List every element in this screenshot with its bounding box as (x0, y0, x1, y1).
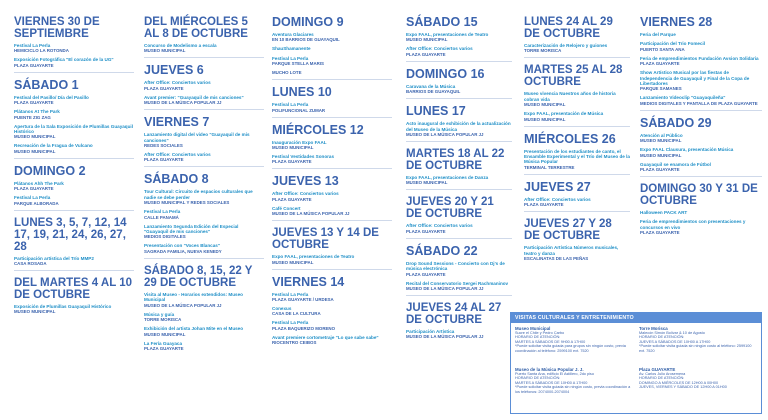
event-title: Apertura de la Sala Exposición de Plumillas Guayaquil Histórico (14, 123, 133, 135)
event-date-heading: DOMINGO 9 (272, 15, 344, 29)
venue-detail-line: *Puede solicitar visita guiada sin ningún costo al teléfono: 2599100 ext. 7520 (639, 344, 752, 353)
event-title: Festival La Perla (272, 55, 309, 61)
event-title: Atención al Público (640, 132, 683, 138)
event-item (406, 223, 512, 233)
event-place: MUSEO MUNICIPAL (640, 138, 682, 144)
section-divider (406, 189, 512, 190)
section-divider (14, 72, 134, 73)
cultural-visits-info-box (510, 312, 762, 414)
event-date-heading: JUEVES 13 (272, 174, 339, 189)
section-divider (640, 176, 762, 177)
event-place: MUSEO MUNICIPAL (144, 331, 186, 337)
event-place: MUSEO DE LA MÚSICA POPULAR JJ (406, 286, 484, 292)
event-place: PLAZA GUAYARTE (524, 202, 564, 208)
event-title: After Office: Conciertos varios (272, 191, 339, 197)
event-item (14, 195, 134, 205)
event-item (14, 124, 134, 140)
event-title: Avant premiere cortometraje "Lo que sabe sabe" (272, 334, 379, 340)
event-item (524, 197, 630, 207)
event-title: Participación artística del Trío MMP2 (14, 255, 94, 261)
event-item (14, 109, 134, 119)
venue-detail-line: JUEVES, VIERNES Y SÁBADO DE 12H00 A 01H00 (639, 385, 727, 390)
event-item (272, 191, 392, 201)
event-place: MUSEO DE LA MÚSICA POPULAR JJ (144, 100, 222, 106)
section-divider (144, 109, 264, 110)
event-title: Exhibición del artista Johan Mite en el Museo (144, 326, 244, 332)
event-item (14, 43, 134, 53)
event-place: MUSEO MUNICIPAL (524, 116, 566, 122)
event-place: PARQUE ALBORADA (14, 200, 59, 206)
event-place: PLAZA GUAYARTE (14, 100, 54, 106)
event-place: MUSEO DE LA MÚSICA POPULAR JJ (406, 334, 484, 340)
venue-detail-line: HORARIO DE ATENCIÓN: (639, 376, 685, 381)
event-place: MUSEO MUNICIPAL Y REDES SOCIALES (144, 200, 230, 206)
event-item (272, 140, 392, 150)
event-place: PLAZA GUAYARTE (406, 228, 446, 234)
event-title: Festival La Perla (272, 102, 309, 108)
section-divider (640, 110, 762, 111)
event-place: MEDIOS DIGITALES (144, 234, 186, 240)
event-date-heading: SÁBADO 1 (14, 77, 79, 92)
event-date-heading: VIERNES 30 DE SEPTIEMBRE (14, 16, 100, 40)
event-date-heading: DOMINGO 30 Y 31 DE OCTUBRE (640, 183, 758, 208)
event-title: Museo vivencia Nuestros años de historia cobran vida (524, 91, 616, 102)
event-item (144, 292, 264, 308)
event-title: Tour Cultural: Circuito de espacios culturales que nadie se debe perder (144, 189, 253, 200)
event-title: Festival La Perla (14, 43, 51, 48)
event-item (640, 41, 762, 51)
section-divider (272, 79, 392, 80)
event-place: MUSEO MUNICIPAL (272, 259, 314, 265)
venue-detail-line: *Puede solicitar visita guiada sin ningún costo, previa coordinación a los teléfonos: 2074000-2074004 (515, 385, 631, 394)
venue-detail-line: DOMINGO A MIÉRCOLES DE 12H00 A 00H00 (639, 380, 719, 385)
event-place: MUSEO MUNICIPAL (14, 309, 56, 315)
column-1 (14, 10, 134, 318)
event-title: Expo FAAL, presentaciones de Teatro (272, 254, 355, 260)
event-place: MUSEO MUNICIPAL (272, 145, 314, 151)
event-item (14, 256, 134, 266)
info-grid (511, 323, 761, 411)
event-title: Guayaquil se enamora de Fútbol (640, 161, 711, 167)
section-divider (272, 168, 392, 169)
event-place: PLAZA GUAYARTE (406, 271, 446, 277)
event-item (524, 149, 630, 170)
event-title: After Office: Conciertos varios (144, 80, 211, 86)
event-item (144, 152, 264, 162)
section-divider (14, 158, 134, 159)
event-item (272, 254, 392, 264)
info-museo-municipal (515, 326, 633, 353)
event-date-heading: LUNES 17 (406, 104, 466, 119)
section-divider (144, 57, 264, 58)
event-place: PLAZA GUAYARTE (640, 61, 680, 67)
event-title: Caracterización de Relojero y guiones (524, 43, 608, 48)
event-title: After Office: Conciertos varios (144, 152, 211, 158)
event-title: Festival del Pasillo/ Día del Pasillo (14, 94, 89, 100)
event-date-heading: VIERNES 28 (640, 15, 713, 29)
event-item (144, 189, 264, 205)
event-place: PLAZA GUAYARTE / URDESA (272, 297, 334, 303)
event-item (640, 32, 762, 37)
event-item (272, 320, 392, 330)
event-title: Feria de emprendimientos con presentaciones y concursos en vivo (640, 219, 746, 230)
event-title: Expo FAAL Clausura, presentación Música (640, 147, 734, 153)
event-title: Inauguración Expo FAAL (272, 139, 327, 145)
section-divider (272, 220, 392, 221)
column-6 (640, 10, 762, 239)
event-item (144, 43, 264, 53)
event-place: PLAZA GUAYARTE (272, 196, 312, 202)
section-divider (406, 141, 512, 142)
event-item (406, 175, 512, 185)
event-place: PLAZA GUAYARTE (144, 157, 184, 163)
event-place: PLAZA GUAYARTE (14, 62, 54, 68)
event-title: Participación Artística (406, 329, 455, 335)
section-divider (144, 258, 264, 259)
event-title: Plátanos Ahh The Park (14, 180, 64, 186)
venue-detail-line: Av. Carlos Julio Arosemena (639, 372, 686, 376)
column-5 (524, 10, 630, 265)
event-item (524, 43, 630, 53)
event-title: Festival La Perla (272, 291, 309, 297)
event-place: PARQUE STELLA MARIS (272, 61, 324, 67)
event-title: Café Concert (272, 205, 301, 211)
event-date-heading: MIÉRCOLES 12 (272, 122, 364, 137)
event-place: MUSEO MUNICIPAL (406, 180, 448, 186)
event-item (144, 95, 264, 105)
event-place: PLAZA GUAYARTE (272, 159, 312, 165)
event-item (272, 154, 392, 164)
venue-name: Torre Morisca (639, 326, 668, 331)
event-date-heading: SÁBADO 8 (144, 172, 209, 187)
venue-detail-line: Malecón Simón Bolívar & 10 de Agosto (639, 331, 705, 335)
event-title: Música y guía (144, 311, 175, 317)
event-title: Halloween PACK ART (640, 210, 688, 216)
event-place: PUENTE ZIG ZAG (14, 114, 51, 120)
venue-detail-line: MARTES A SÁBADOS DE 9H00 A 17H00 (515, 339, 586, 344)
event-place: RIOCENTRO CEIBOS (272, 340, 317, 346)
section-divider (406, 238, 512, 239)
event-place: MEDIOS DIGITALES Y PANTALLA DE PLAZA GUAYARTE (640, 100, 758, 106)
event-title: Feria del Parque (640, 32, 676, 37)
event-title: Expo FAAL, presentaciones de Teatro (406, 32, 489, 37)
event-place: TERMINAL TERRESTRE (524, 164, 575, 170)
event-item (406, 121, 512, 137)
event-place: TORRE MORISCA (524, 48, 562, 54)
event-title: Recreación de la Fragua de Vulcano (14, 143, 93, 149)
event-date-heading: JUEVES 20 Y 21 DE OCTUBRE (406, 196, 494, 221)
event-title: Concurso de Modelismo a escala (144, 43, 217, 48)
venue-detail-line: HORARIO DE ATENCIÓN: (515, 335, 561, 340)
venue-detail-line: HORARIO DE ATENCIÓN: (639, 335, 685, 340)
event-title: After Office: Conciertos varios (406, 223, 473, 229)
event-item (144, 80, 264, 90)
event-title: Presentación de los estudiantes de canto, el Ensamble Experimental y el Trío del Museo de la Música Popular (524, 148, 630, 165)
event-place: PLAZA GUAYARTE (406, 51, 446, 57)
event-title: Lanzamiento Videoclip "Guayaquileña" (640, 95, 726, 101)
event-place: MUSEO MUNICIPAL (14, 134, 56, 140)
section-divider (406, 98, 512, 99)
event-item (406, 84, 512, 94)
event-date-heading: JUEVES 24 AL 27 DE OCTUBRE (406, 302, 502, 327)
event-title: Presentación con "Voces Blancas" (144, 243, 221, 249)
event-title: Caravana de la Música (406, 83, 456, 89)
event-place: TORRE MORISCA (144, 317, 182, 323)
event-item (640, 95, 762, 105)
event-place: ESCALINATAS DE LAS PEÑAS (524, 256, 589, 262)
event-item (406, 281, 512, 291)
event-place: PLAZA GUAYARTE (14, 186, 54, 192)
event-place: MUSEO MUNICIPAL (524, 102, 566, 108)
event-item (524, 91, 630, 107)
info-box-title: VISITAS CULTURALES Y ENTRETENIMIENTO (511, 313, 761, 323)
event-item (640, 133, 762, 143)
event-place: MUSEO DE LA MÚSICA POPULAR JJ (406, 132, 484, 138)
event-title: Avant premier: "Guayaquil de mis canciones" (144, 94, 244, 100)
section-divider (524, 174, 630, 175)
column-2 (144, 10, 264, 355)
venue-name: Museo Municipal (515, 326, 551, 331)
section-divider (272, 269, 392, 270)
event-item (144, 243, 264, 253)
event-title: Festival La Perla (144, 209, 181, 215)
event-date-heading: DEL MIÉRCOLES 5 AL 8 DE OCTUBRE (144, 16, 248, 40)
event-date-heading: JUEVES 6 (144, 63, 204, 78)
event-title: After Office: Conciertos varios (524, 196, 591, 202)
venue-detail-line: *Puede solicitar visita guiada para grupos sin ningún costo, previa coordinación al teléfono: 2599100 ext. 7520 (515, 344, 626, 353)
event-item (524, 245, 630, 261)
event-item (406, 261, 512, 277)
venue-name: Plaza GUAYARTE (639, 367, 676, 372)
event-date-heading: VIERNES 7 (144, 115, 210, 130)
event-item (14, 181, 134, 191)
event-place: PLAZA GUAYARTE (144, 85, 184, 91)
event-place: EN 10 BARRIOS DE GUAYAQUIL (272, 37, 340, 43)
event-item (14, 304, 134, 314)
column-3 (272, 10, 392, 349)
event-item (144, 326, 264, 336)
event-item (144, 224, 264, 240)
event-place: CASA ROSADA (14, 261, 47, 267)
venue-detail-line: Puerto Santa Ana, edificio El Astillero, 2do piso (515, 372, 594, 376)
event-item (272, 56, 392, 66)
event-date-heading: MARTES 25 AL 28 OCTUBRE (524, 64, 623, 89)
event-item (272, 306, 392, 316)
event-place: PARQUE SAMANES (640, 86, 682, 92)
event-title: Festival La Perla (14, 195, 51, 201)
event-place: MUSEO DE LA MÚSICA POPULAR JJ (144, 302, 222, 308)
venue-detail-line: HORARIO DE ATENCIÓN: (515, 376, 561, 381)
event-title: Aventura Glaciares (272, 32, 314, 37)
event-date-heading: LUNES 24 AL 29 DE OCTUBRE (524, 16, 613, 40)
event-item (272, 102, 392, 112)
event-date-heading: DOMINGO 16 (406, 66, 485, 81)
event-title: ShauShamanente (272, 46, 311, 52)
event-item (272, 292, 392, 302)
event-item (524, 111, 630, 121)
info-museo-musica (515, 367, 633, 394)
event-item (144, 312, 264, 322)
event-place: BARRIOS DE GUAYAQUIL (406, 89, 461, 95)
event-title: Acto inaugural de exhibición de la actualización del Museo de la Música (406, 121, 511, 132)
event-place: MUSEO MUNICIPAL (406, 37, 448, 43)
venue-detail-line: MARTES A SÁBADOS DE 10H00 A 17H00 (515, 380, 588, 385)
event-item (406, 329, 512, 339)
section-divider (14, 210, 134, 211)
event-title: Expo FAAL, presentaciones de Danza (406, 175, 489, 181)
event-place: MUSEO DE LA MÚSICA POPULAR JJ (272, 211, 350, 217)
event-place: MUSEO MUNICIPAL (144, 48, 186, 54)
event-date-heading: JUEVES 27 Y 28 DE OCTUBRE (524, 218, 612, 243)
section-divider (524, 126, 630, 127)
event-item (640, 210, 762, 215)
event-title: Drop Sound Sessions - Concierto con Dj's de música electrónica (406, 260, 505, 272)
event-item (14, 143, 134, 153)
section-divider (406, 61, 512, 62)
event-date-heading: LUNES 3, 5, 7, 12, 14 17, 19, 21, 24, 26, 27, 28 (14, 216, 127, 253)
event-date-heading: SÁBADO 8, 15, 22 Y 29 DE OCTUBRE (144, 264, 253, 289)
event-place: MUSEO MUNICIPAL (640, 152, 682, 158)
event-item (272, 70, 392, 75)
section-divider (406, 295, 512, 296)
section-divider (272, 117, 392, 118)
info-torre-morisca (639, 326, 757, 353)
event-place: MUSEO MUNICIPAL (14, 148, 56, 154)
event-date-heading: LUNES 10 (272, 85, 332, 100)
event-title: Lanzamiento digital del video "Guayaquil de mis canciones" (144, 132, 250, 143)
event-item (640, 162, 762, 172)
venue-name: Museo de la Música Popular J. J. (515, 367, 584, 372)
event-date-heading: SÁBADO 15 (406, 15, 478, 29)
event-date-heading: MARTES 18 AL 22 DE OCTUBRE (406, 148, 505, 173)
event-place: SAGRADA FAMILIA, NUEVA KENEDY (144, 248, 222, 254)
event-place: PLAZA GUAYARTE (144, 345, 184, 351)
venue-detail-line: Sucre el Chile y Pedro Carbo (515, 331, 565, 335)
event-date-heading: JUEVES 13 Y 14 DE OCTUBRE (272, 227, 379, 252)
event-date-heading: SÁBADO 29 (640, 115, 712, 130)
event-item (640, 56, 762, 66)
event-title: Show Artístico Musical por las fiestas de Independencia de Guayaquil y Final de la Copa de Libertadores (640, 70, 750, 87)
info-plaza-guayarte (639, 367, 757, 390)
event-date-heading: VIERNES 14 (272, 274, 345, 289)
event-place: PLAZA BAQUERIZO MORENO (272, 325, 336, 331)
event-date-heading: SÁBADO 22 (406, 243, 478, 258)
event-date-heading: DEL MARTES 4 AL 10 DE OCTUBRE (14, 277, 133, 302)
event-item (144, 132, 264, 148)
event-title: Participación del Trio Fomecil (640, 41, 706, 47)
event-place: CALLE PANAMÁ (144, 214, 179, 220)
column-4 (406, 10, 512, 343)
event-date-heading: MIÉRCOLES 26 (524, 131, 616, 146)
event-item (14, 57, 134, 67)
section-divider (524, 211, 630, 212)
event-item (272, 32, 392, 42)
event-title: Festival La Perla (272, 320, 309, 326)
event-title: Expo FAAL, presentación de Música (524, 111, 604, 117)
event-title: After Office: Conciertos varios (406, 46, 473, 52)
event-title: Exposición Fotográfica "El corazón de la UG" (14, 57, 114, 63)
event-place: HEMICICLO LA ROTONDA (14, 48, 69, 54)
event-place: PLAZA GUAYARTE (640, 230, 680, 236)
event-title: Lanzamiento Segunda Edición del Especial "Guayaquil de mis canciones" (144, 223, 239, 235)
event-item (272, 206, 392, 216)
event-item (640, 219, 762, 235)
event-place: PLAZA GUAYARTE (640, 167, 680, 173)
event-title: Conexus (272, 306, 292, 312)
event-item (640, 147, 762, 157)
event-place: CASA DE LA CULTURA (272, 311, 321, 317)
event-title: Plátanos At The Park (14, 109, 60, 115)
event-place: PUERTO SANTA ANA (640, 46, 685, 52)
event-title: Participación Artística Números musicales, teatro y danza (524, 245, 619, 256)
event-title: Exposición de Plumillas Guayaquil Histórico (14, 304, 112, 310)
event-date-heading: JUEVES 27 (524, 179, 591, 194)
event-title: La Fería Guayaca (144, 340, 183, 346)
event-place: POLIFUNCIONAL ZUMAR (272, 107, 326, 113)
event-title: Recital del Conservatorio Sergei Rachmaninov (406, 280, 509, 286)
section-divider (144, 166, 264, 167)
event-item (272, 46, 392, 51)
event-place: MUCHO LOTE (272, 70, 302, 76)
section-divider (14, 270, 134, 271)
event-title: Visita al Museo - Horarios extendidos: Museo Municipal (144, 291, 243, 303)
event-item (272, 335, 392, 345)
event-date-heading: DOMINGO 2 (14, 163, 86, 178)
event-place: REDES SOCIALES (144, 143, 183, 149)
event-title: Feria de emprendimientos Fundación Avsion Solidaria (640, 55, 759, 61)
venue-detail-line: JUEVES A SÁBADOS DE 10H00 A 17H00 (639, 339, 711, 344)
event-item (406, 46, 512, 56)
event-item (144, 341, 264, 351)
section-divider (524, 57, 630, 58)
event-item (14, 95, 134, 105)
event-item (144, 209, 264, 219)
event-title: Festival Vestidades Sonoras (272, 154, 335, 160)
event-item (406, 32, 512, 42)
event-item (640, 70, 762, 91)
